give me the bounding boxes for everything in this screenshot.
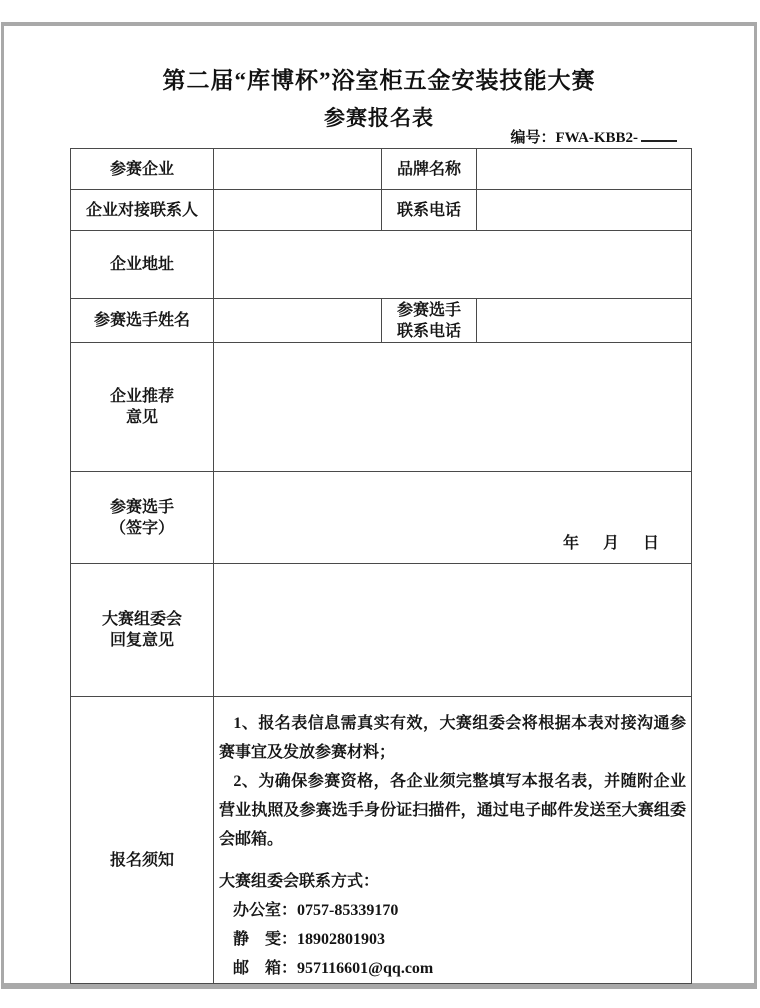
row-registration-notes <box>71 697 692 984</box>
registration-form-table <box>70 148 692 984</box>
row-contact-person <box>71 190 692 231</box>
serial-blank-underline <box>641 128 677 142</box>
label-committee-reply-line2: 回复意见 <box>109 632 174 649</box>
label-contestant-phone-line2: 联系电话 <box>396 322 461 340</box>
contact-jingwen-label: 静 雯： <box>233 931 298 948</box>
field-contestant-phone <box>477 299 692 343</box>
field-brand <box>477 149 692 190</box>
contact-jingwen-line <box>219 925 686 954</box>
row-company-address <box>71 231 692 299</box>
contact-email-label: 邮 箱： <box>233 960 298 977</box>
row-company <box>71 149 692 190</box>
label-committee-reply-line1: 大赛组委会 <box>101 611 182 628</box>
label-committee-reply <box>71 564 214 697</box>
label-company-address: 企业地址 <box>71 231 214 299</box>
label-contestant-signature-line2: （签字） <box>109 519 174 537</box>
label-company-recommendation <box>71 343 214 472</box>
label-contact-person: 企业对接联系人 <box>71 190 214 231</box>
label-registration-notes: 报名须知 <box>71 697 214 984</box>
label-company-recommendation-line2: 意见 <box>125 409 158 426</box>
field-committee-reply <box>214 564 692 697</box>
form-title-line2: 参赛报名表 <box>324 106 434 130</box>
serial-label: 编号： <box>510 130 556 146</box>
label-company: 参赛企业 <box>71 149 214 190</box>
contact-email-line <box>219 954 686 983</box>
field-contact-phone <box>477 190 692 231</box>
field-contestant-name <box>214 299 382 343</box>
contact-email-address: 957116601@qq.com <box>297 960 434 977</box>
field-company-address <box>214 231 692 299</box>
row-contestant-signature <box>71 472 692 564</box>
contact-jingwen-number: 18902801903 <box>297 931 386 948</box>
contact-office-label: 办公室： <box>233 902 298 919</box>
label-company-recommendation-line1: 企业推荐 <box>109 388 174 405</box>
label-contestant-signature-line1: 参赛选手 <box>109 498 174 516</box>
label-contact-phone: 联系电话 <box>382 190 477 231</box>
field-contact-person <box>214 190 382 231</box>
row-committee-reply <box>71 564 692 697</box>
contact-office-line <box>219 896 686 925</box>
row-contestant <box>71 299 692 343</box>
label-brand: 品牌名称 <box>382 149 477 190</box>
label-contestant-name: 参赛选手姓名 <box>71 299 214 343</box>
scanned-form-page <box>1 22 757 989</box>
label-contestant-phone <box>382 299 477 343</box>
serial-code: FWA-KBB2- <box>555 130 638 146</box>
label-contestant-signature <box>71 472 214 564</box>
contact-office-number: 0757-85339170 <box>297 902 399 919</box>
note-item-2: 2、为确保参赛资格，各企业须完整填写本报名表，并随附企业营业执照及参赛选手身份证扫描件，通过电子邮件发送至大赛组委会邮箱。 <box>219 773 686 848</box>
serial-number-line <box>510 126 677 147</box>
form-title-line1: 第二届“库博杯”浴室柜五金安装技能大赛 <box>162 68 596 93</box>
label-contestant-phone-line1: 参赛选手 <box>396 301 461 319</box>
registration-notes-content <box>214 697 692 984</box>
row-company-recommendation <box>71 343 692 472</box>
note-item-1: 1、报名表信息需真实有效，大赛组委会将根据本表对接沟通参赛事宜及发放参赛材料； <box>219 715 686 761</box>
field-company-recommendation <box>214 343 692 472</box>
date-placeholder-text: 年 月 日 <box>562 535 663 552</box>
field-signature-date <box>214 472 692 564</box>
field-company <box>214 149 382 190</box>
committee-contact-heading: 大赛组委会联系方式： <box>219 873 380 890</box>
